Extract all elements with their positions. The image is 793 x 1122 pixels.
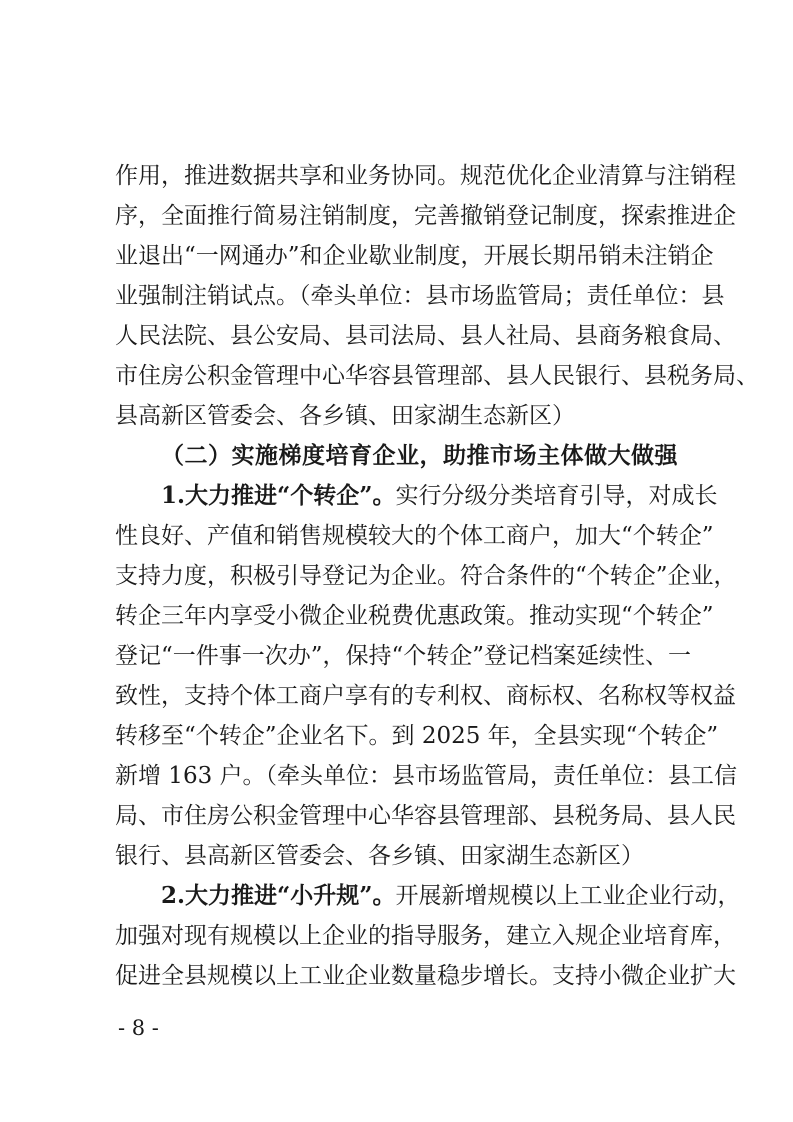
paragraph-line: 转移至“个转企”企业名下。到 2025 年，全县实现“个转企” <box>115 723 719 749</box>
paragraph-line: 支持力度，积极引导登记为企业。符合条件的“个转企”企业， <box>115 563 737 589</box>
paragraph-line: 业强制注销试点。（牵头单位：县市场监管局；责任单位：县 <box>115 283 725 309</box>
paragraph-line: 新增 163 户。（牵头单位：县市场监管局，责任单位：县工信 <box>115 763 738 789</box>
paragraph-line: 局、市住房公积金管理中心华容县管理部、县税务局、县人民 <box>115 803 736 829</box>
section-heading: （二）实施梯度培育企业，助推市场主体做大做强 <box>161 442 678 469</box>
paragraph-first-line <box>161 881 741 911</box>
paragraph-line: 序，全面推行简易注销制度，完善撤销登记制度，探索推进企 <box>115 203 736 229</box>
paragraph-line: 性良好、产值和销售规模较大的个体工商户，加大“个转企” <box>115 523 714 549</box>
paragraph-line: 转企三年内享受小微企业税费优惠政策。推动实现“个转企” <box>115 603 714 629</box>
page-number: - 8 - <box>118 1016 159 1040</box>
paragraph-line: 加强对现有规模以上企业的指导服务，建立入规企业培育库， <box>115 923 736 949</box>
item-text: 开展新增规模以上工业企业行动， <box>395 883 741 909</box>
item-text: 实行分级分类培育引导，对成长 <box>395 483 718 509</box>
paragraph-line: 市住房公积金管理中心华容县管理部、县人民银行、县税务局、 <box>115 363 759 389</box>
paragraph-line: 县高新区管委会、各乡镇、田家湖生态新区） <box>115 403 575 429</box>
item-title: 2.大力推进“小升规”。 <box>161 882 396 909</box>
paragraph-first-line <box>161 481 718 511</box>
paragraph-line: 业退出“一网通办”和企业歇业制度，开展长期吊销未注销企 <box>115 243 714 269</box>
paragraph-line: 致性，支持个体工商户享有的专利权、商标权、名称权等权益 <box>115 683 736 709</box>
paragraph-line: 作用，推进数据共享和业务协同。规范优化企业清算与注销程 <box>115 163 736 189</box>
paragraph-line: 登记“一件事一次办”，保持“个转企”登记档案延续性、一 <box>115 643 692 669</box>
paragraph-line: 人民法院、县公安局、县司法局、县人社局、县商务粮食局、 <box>115 323 736 349</box>
paragraph-line: 银行、县高新区管委会、各乡镇、田家湖生态新区） <box>115 843 644 869</box>
item-title: 1.大力推进“个转企”。 <box>161 482 396 509</box>
paragraph-line: 促进全县规模以上工业企业数量稳步增长。支持小微企业扩大 <box>115 963 736 989</box>
